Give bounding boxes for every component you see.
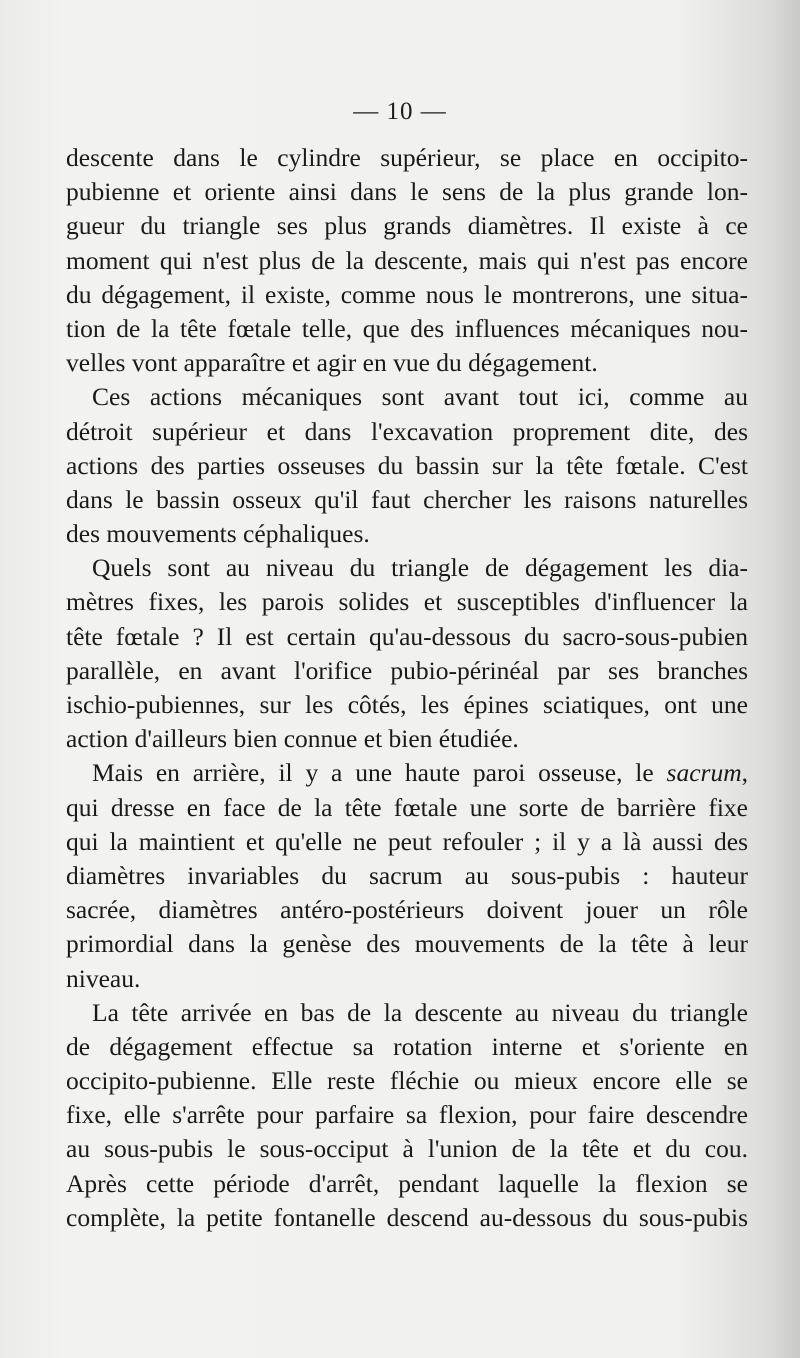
text-line: velles vont apparaître et agir en vue du dégagement. [66, 348, 598, 378]
text-line: qui dresse en face de la tête fœtale une sorte de barrière fixe [66, 792, 748, 822]
text-line: complète, la petite fontanelle descend au-dessous du sous-pubis [66, 1202, 748, 1232]
text-line: au sous-pubis le sous-occiput à l'union de la tête et du cou. [66, 1134, 748, 1164]
text-fragment: , [741, 758, 748, 788]
paragraph-5 [66, 996, 748, 1235]
text-line: Quels sont au niveau du triangle de dégagement les dia- [92, 553, 748, 583]
text-line: ischio-pubiennes, sur les côtés, les épines sciatiques, ont une [66, 690, 748, 719]
text-line: fixe, elle s'arrête pour parfaire sa flexion, pour faire descendre [66, 1100, 748, 1130]
text-line: action d'ailleurs bien connue et bien étudiée. [66, 724, 519, 754]
paragraph-3 [66, 551, 748, 756]
page-number: — 10 — [353, 98, 447, 125]
text-line: mètres fixes, les parois solides et susceptibles d'influencer la [66, 587, 748, 617]
text-line: descente dans le cylindre supérieur, se place en occipito- [66, 143, 748, 172]
text-line: occipito-pubienne. Elle reste fléchie ou mieux encore elle se [66, 1066, 748, 1096]
text-line: gueur du triangle ses plus grands diamètres. Il existe à ce [66, 211, 748, 241]
text-line: tion de la tête fœtale telle, que des influences mécaniques nou- [66, 313, 748, 343]
text-line: détroit supérieur et dans l'excavation proprement dite, des [66, 416, 748, 446]
text-line: niveau. [66, 963, 141, 993]
text-line: parallèle, en avant l'orifice pubio-périnéal par ses branches [66, 655, 748, 685]
text-line: diamètres invariables du sacrum au sous-pubis : hauteur [66, 860, 748, 890]
text-line: tête fœtale ? Il est certain qu'au-dessous du sacro-sous-pubien [66, 621, 748, 651]
text-line: Après cette période d'arrêt, pendant laquelle la flexion se [66, 1168, 748, 1198]
paragraph-2 [66, 380, 748, 551]
text-line: dans le bassin osseux qu'il faut chercher les raisons naturelles [66, 484, 748, 514]
page-body [66, 141, 748, 1235]
text-line: du dégagement, il existe, comme nous le montrerons, une situa- [66, 279, 748, 309]
text-line: sacrée, diamètres antéro-postérieurs doivent jouer un rôle [66, 895, 748, 925]
text-line: qui la maintient et qu'elle ne peut refouler ; il y a là aussi des [66, 826, 748, 856]
text-line: Ces actions mécaniques sont avant tout ici, comme au [92, 382, 748, 412]
text-line: moment qui n'est plus de la descente, mais qui n'est pas encore [66, 245, 748, 275]
text-line: des mouvements céphaliques. [66, 519, 370, 549]
italic-term: sacrum [666, 758, 742, 788]
paragraph-1 [66, 141, 748, 380]
text-line: de dégagement effectue sa rotation interne et s'oriente en [66, 1031, 748, 1061]
text-line: actions des parties osseuses du bassin sur la tête fœtale. C'est [66, 450, 748, 480]
text-line: La tête arrivée en bas de la descente au niveau du triangle [92, 997, 748, 1027]
text-line: pubienne et oriente ainsi dans le sens de la plus grande lon- [66, 177, 748, 207]
text-line: primordial dans la genèse des mouvements de la tête à leur [66, 929, 748, 959]
paragraph-4 [66, 756, 748, 995]
text-line [66, 756, 748, 790]
text-fragment: Mais en arrière, il y a une haute paroi osseuse, le [92, 758, 667, 788]
